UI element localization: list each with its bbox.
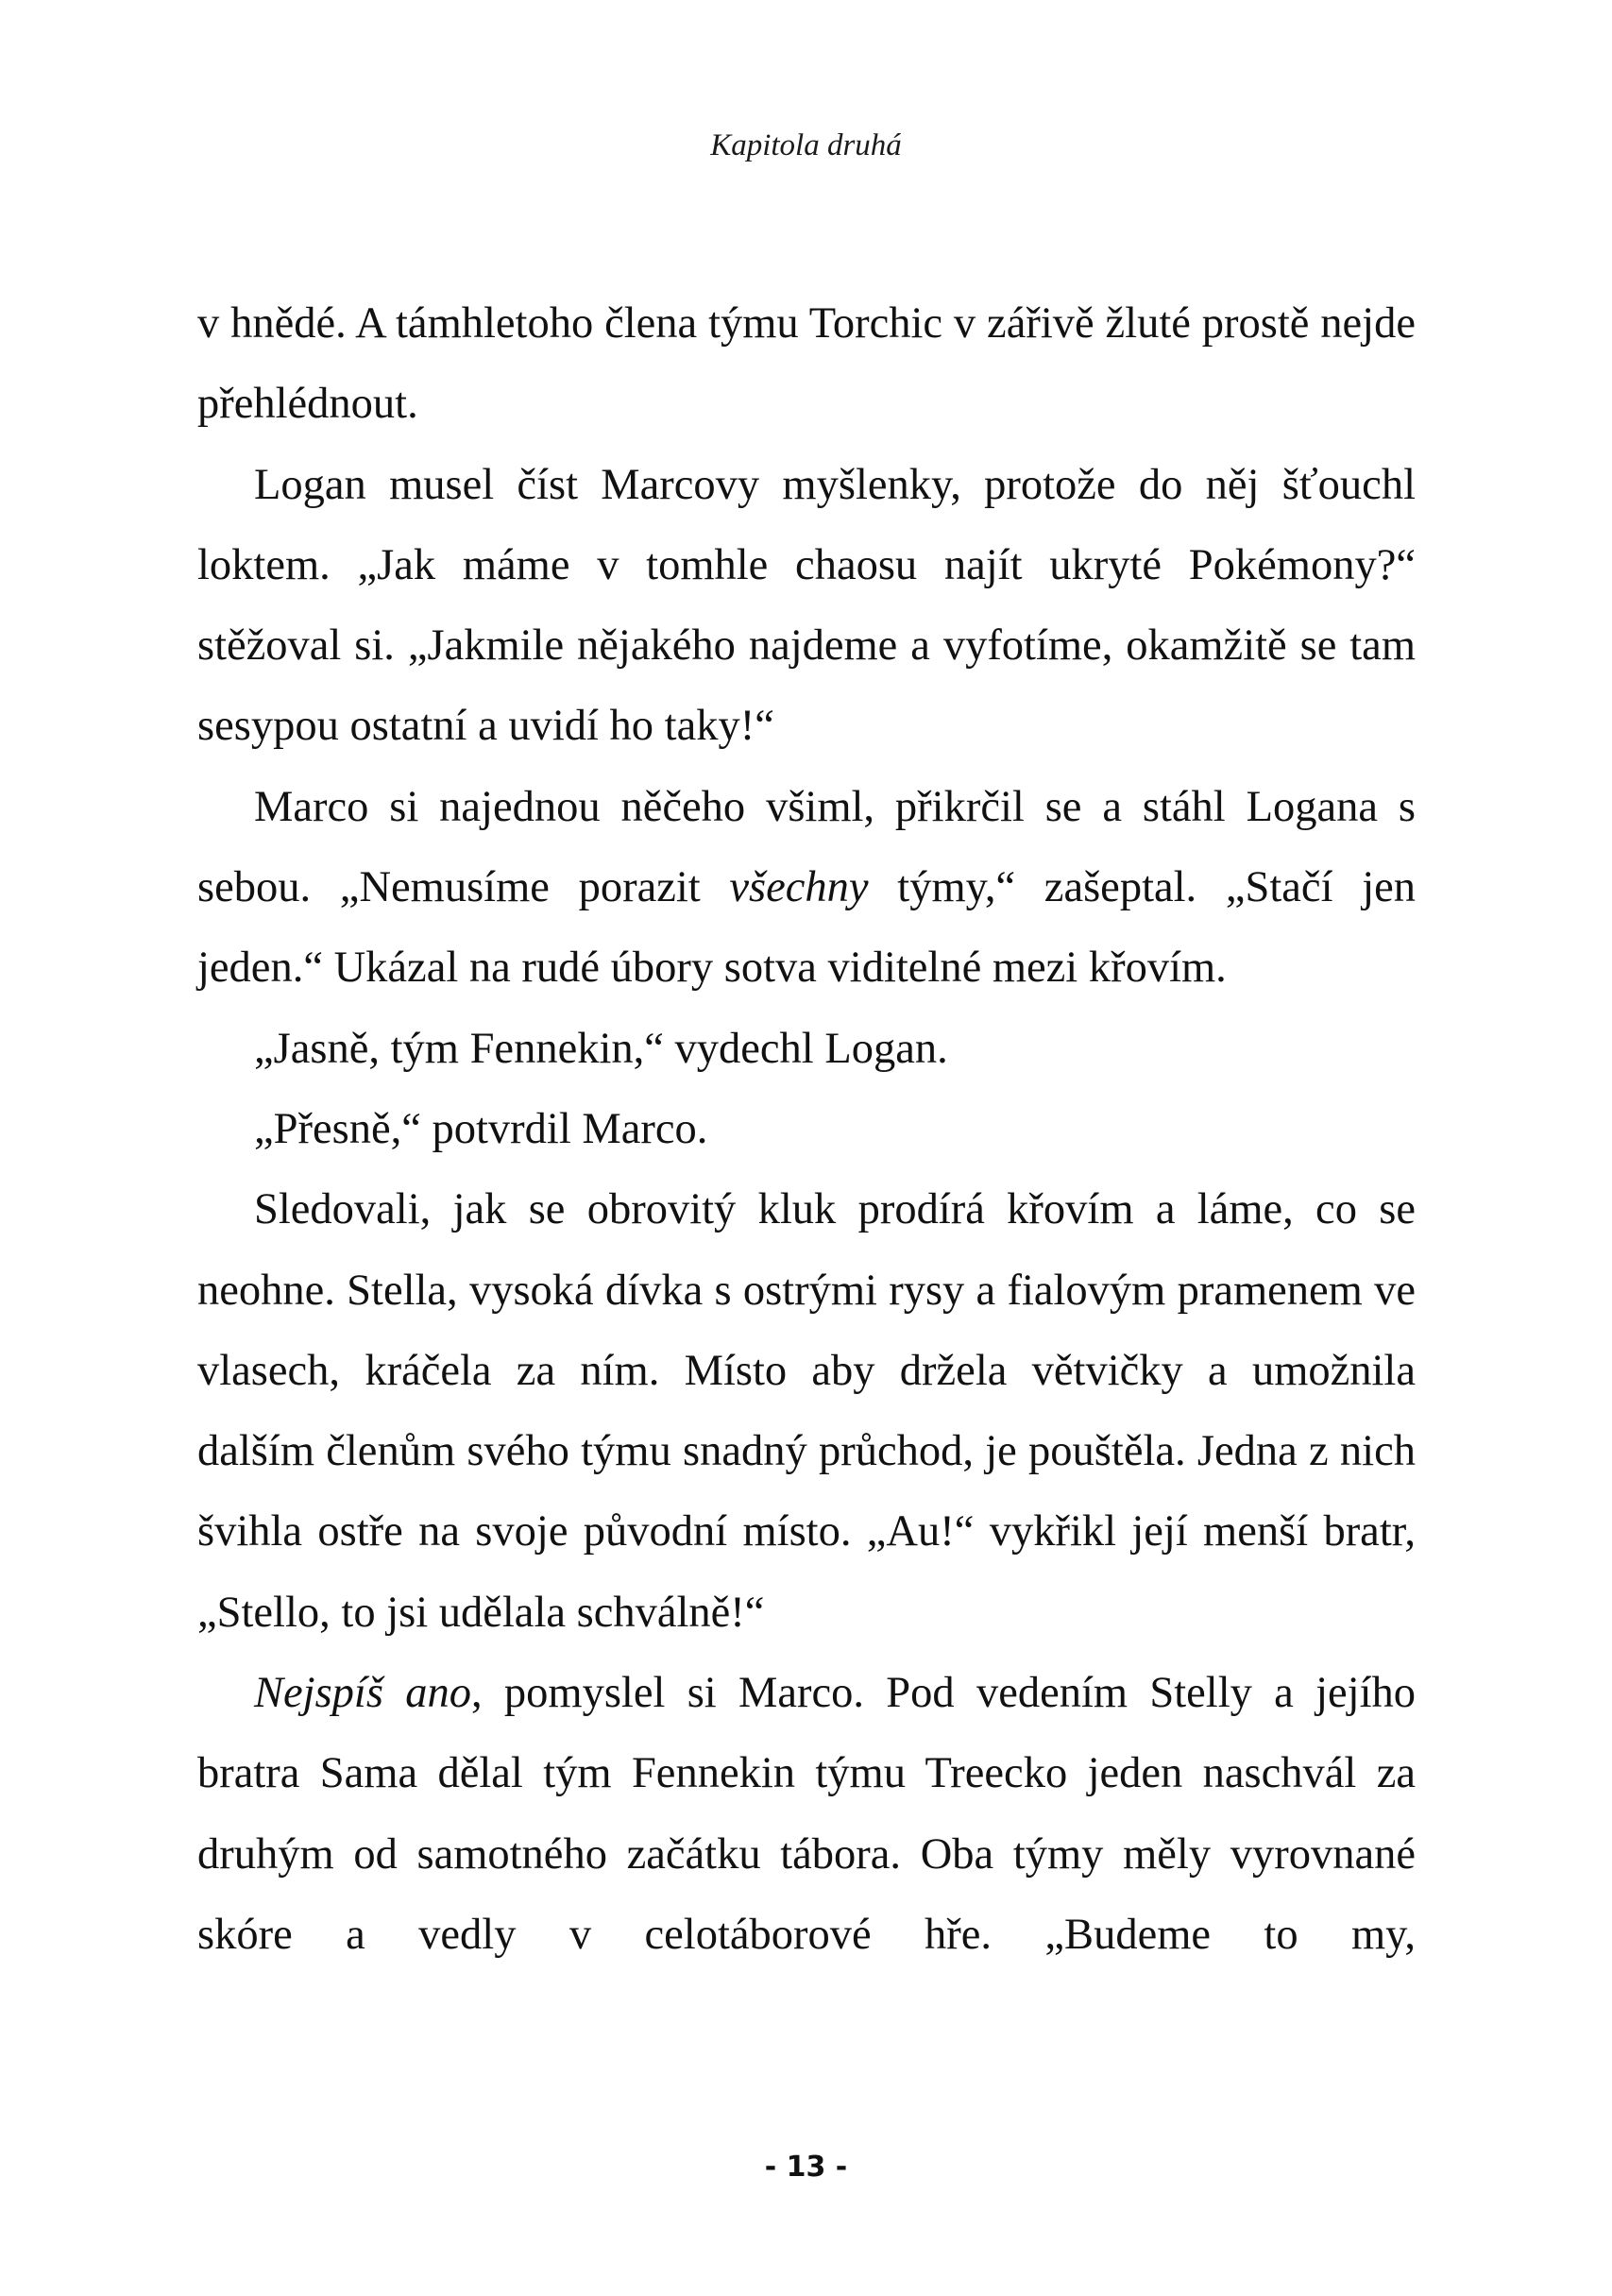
page-number: - 13 - (764, 2151, 848, 2184)
paragraph-text: „Přesně,“ potvrdil Marco. (254, 1104, 708, 1153)
paragraph (197, 1169, 1416, 1653)
paragraph (197, 445, 1416, 767)
paragraph (197, 1653, 1416, 1975)
paragraph-text: Logan musel číst Marcovy myšlenky, protože do něj šťouchl loktem. „Jak máme v tomhle chaosu najít ukryté Pokémony?“ stěžoval si. „Jakmile nějakého najdeme a vyfotíme, okamžitě se tam sesypou ostatní a uvidí ho taky!“ (197, 460, 1416, 751)
paragraph (197, 283, 1416, 445)
emphasis-text: všechny (729, 863, 869, 912)
body-text (197, 283, 1416, 1975)
paragraph (197, 1009, 1416, 1089)
paragraph-text: „Jasně, tým Fennekin,“ vydechl Logan. (254, 1024, 948, 1073)
paragraph-text: týmy,“ zašeptal. „Stačí jen jeden.“ Ukázal na rudé úbory sotva viditelné mezi křovím. (197, 863, 1417, 993)
paragraph-text: Sledovali, jak se obrovitý kluk prodírá křovím a láme, co se neohne. Stella, vysoká dívka s ostrými rysy a fialovým pramenem ve vlasech, kráčela za ním. Místo aby držela větvičky a umožnila dalším členům svého týmu snadný průchod, je pouštěla. Jedna z nich švihla ostře na svoje původní místo. „Au!“ vykřikl její menší bratr, „Stello, to jsi udělala schválně!“ (197, 1185, 1416, 1637)
paragraph-text: , pomyslel si Marco. Pod vedením Stelly a jejího bratra Sama dělal tým Fennekin týmu Treecko jeden naschvál za druhým od samotného začátku tábora. Oba týmy měly vyrovnané skóre a vedly v celotáborové hře. „Budeme to my, (197, 1669, 1416, 1959)
running-header: Kapitola druhá (710, 128, 902, 162)
paragraph (197, 767, 1416, 1009)
paragraph-text: Marco si najednou něčeho všiml, přikrčil se a stáhl Logana s sebou. „Nemusíme porazit (197, 782, 1416, 912)
paragraph-text: v hnědé. A támhletoho člena týmu Torchic v zářivě žluté prostě nejde přehlédnout. (197, 299, 1416, 429)
paragraph (197, 1089, 1416, 1169)
emphasis-text: Nejspíš ano (254, 1669, 471, 1718)
